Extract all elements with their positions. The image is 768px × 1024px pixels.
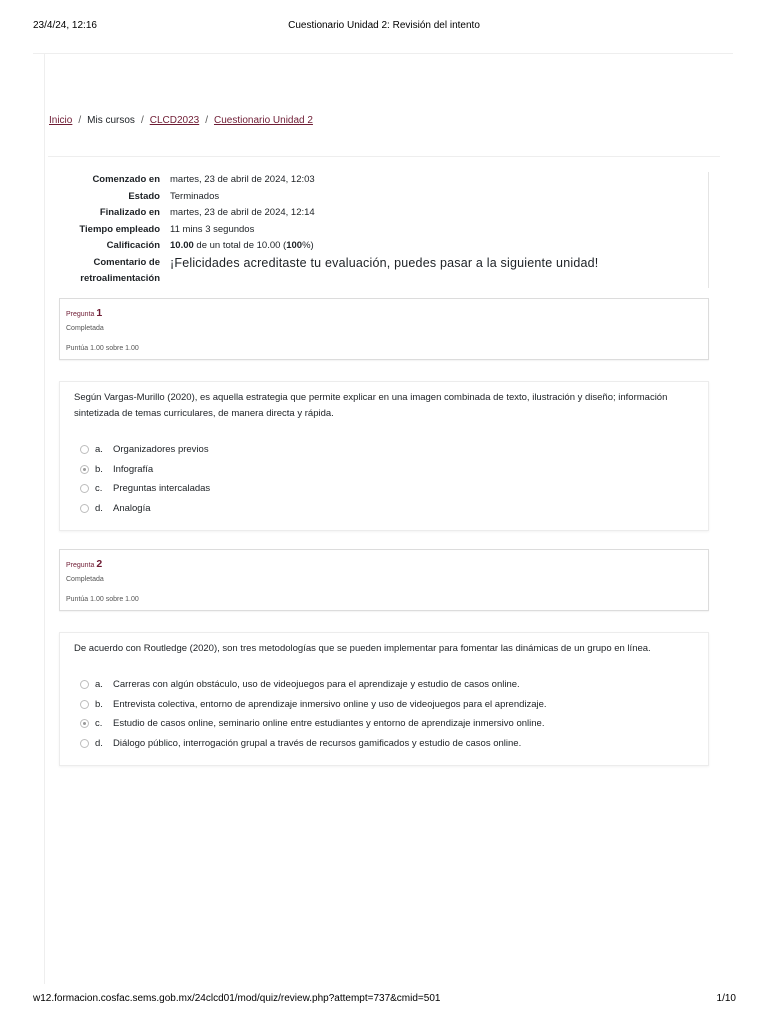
answer-text: Analogía xyxy=(113,502,151,514)
breadcrumb-separator: / xyxy=(205,115,208,126)
question-text: Según Vargas-Murillo (2020), es aquella estrategia que permite explicar en una imagen combinada de texto, ilustración y diseño; información sintetizada de temas curriculares, de manera directa y rápida. xyxy=(74,392,668,419)
print-date: 23/4/24, 12:16 xyxy=(33,20,97,31)
question-info-2 xyxy=(59,549,709,611)
feedback-label-line1: Comentario de xyxy=(93,256,160,268)
radio-button-checked[interactable] xyxy=(80,719,89,728)
answer-text: Infografía xyxy=(113,463,154,475)
breadcrumb-my-courses: Mis cursos xyxy=(87,115,135,126)
answer-option xyxy=(80,440,210,460)
question-label: Pregunta xyxy=(66,562,95,569)
left-border xyxy=(44,54,45,984)
feedback-label-line2: retroalimentación xyxy=(80,273,160,284)
divider xyxy=(48,156,720,157)
summary-value: Terminados xyxy=(170,190,220,202)
summary-label: Tiempo empleado xyxy=(79,223,160,235)
summary-value xyxy=(170,238,314,255)
attempt-summary-table xyxy=(60,172,709,288)
print-page-number: 1/10 xyxy=(716,993,736,1004)
breadcrumb xyxy=(49,115,313,126)
answer-option xyxy=(80,695,547,715)
answer-text: Estudio de casos online, seminario online entre estudiantes y entorno de aprendizaje inmersivo online. xyxy=(113,718,545,730)
grade-percent: 100 xyxy=(286,240,303,251)
question-state: Completada xyxy=(66,576,104,583)
print-url: w12.formacion.cosfac.sems.gob.mx/24clcd01/mod/quiz/review.php?attempt=737&cmid=501 xyxy=(33,993,441,1004)
summary-value: martes, 23 de abril de 2024, 12:03 xyxy=(170,174,315,185)
breadcrumb-home-link[interactable]: Inicio xyxy=(49,115,73,126)
question-state: Completada xyxy=(66,325,104,332)
print-header xyxy=(0,20,768,34)
grade-total: de un total de 10.00 ( xyxy=(193,240,287,251)
answer-letter: b. xyxy=(95,463,103,475)
question-info-1 xyxy=(59,298,709,360)
question-number xyxy=(66,307,102,319)
summary-row-state xyxy=(60,189,708,206)
answer-option xyxy=(80,675,547,695)
feedback-text: ¡Felicidades acreditaste tu evaluación, puedes pasar a la siguiente unidad! xyxy=(170,255,599,270)
print-title: Cuestionario Unidad 2: Revisión del intento xyxy=(288,20,480,31)
question-label: Pregunta xyxy=(66,311,95,318)
answer-text: Diálogo público, interrogación grupal a través de recursos gamificados y estudio de casos online. xyxy=(113,737,522,749)
question-text: De acuerdo con Routledge (2020), son tres metodologías que se pueden implementar para fomentar las dinámicas de un grupo en línea. xyxy=(74,643,651,654)
breadcrumb-quiz-link[interactable]: Cuestionario Unidad 2 xyxy=(213,115,313,126)
answer-letter: b. xyxy=(95,698,103,710)
radio-button[interactable] xyxy=(80,700,89,709)
summary-label: Finalizado en xyxy=(99,207,160,218)
question-content-2 xyxy=(59,632,709,766)
question-number-value: 1 xyxy=(96,307,103,319)
answer-option xyxy=(80,714,547,734)
summary-label xyxy=(60,255,170,288)
answer-letter: d. xyxy=(95,502,103,514)
answer-letter: c. xyxy=(95,718,103,730)
radio-button[interactable] xyxy=(80,680,89,689)
radio-button[interactable] xyxy=(80,739,89,748)
question-number-value: 2 xyxy=(96,558,103,570)
answer-option xyxy=(80,479,210,499)
answer-option xyxy=(80,460,210,480)
summary-label: Estado xyxy=(128,190,160,202)
answer-list xyxy=(80,440,210,518)
question-grade: Puntúa 1.00 sobre 1.00 xyxy=(66,596,139,603)
question-grade: Puntúa 1.00 sobre 1.00 xyxy=(66,345,139,352)
grade-score: 10.00 xyxy=(170,240,194,251)
answer-text: Preguntas intercaladas xyxy=(113,483,211,495)
summary-row-finished xyxy=(60,205,708,222)
divider xyxy=(33,53,733,54)
answer-letter: a. xyxy=(95,444,103,456)
question-number xyxy=(66,558,102,570)
grade-percent-sign: %) xyxy=(302,240,314,251)
summary-row-feedback xyxy=(60,255,708,288)
radio-button[interactable] xyxy=(80,504,89,513)
answer-letter: c. xyxy=(95,483,103,495)
summary-label: Calificación xyxy=(106,240,160,251)
radio-button-checked[interactable] xyxy=(80,465,89,474)
answer-text: Organizadores previos xyxy=(113,444,209,456)
question-content-1 xyxy=(59,381,709,531)
summary-row-time xyxy=(60,222,708,239)
breadcrumb-course-link[interactable]: CLCD2023 xyxy=(149,115,200,126)
radio-button[interactable] xyxy=(80,445,89,454)
summary-value: martes, 23 de abril de 2024, 12:14 xyxy=(170,207,315,218)
answer-letter: a. xyxy=(95,679,103,691)
answer-text: Entrevista colectiva, entorno de aprendizaje inmersivo online y uso de videojuegos para el aprendizaje. xyxy=(113,698,547,710)
answer-text: Carreras con algún obstáculo, uso de videojuegos para el aprendizaje y estudio de casos online. xyxy=(113,679,520,691)
summary-row-started xyxy=(60,172,708,189)
answer-list xyxy=(80,675,547,753)
answer-option xyxy=(80,734,547,754)
summary-row-grade xyxy=(60,238,708,255)
answer-option xyxy=(80,499,210,519)
answer-letter: d. xyxy=(95,737,103,749)
radio-button[interactable] xyxy=(80,484,89,493)
breadcrumb-separator: / xyxy=(78,115,82,126)
summary-label: Comenzado en xyxy=(92,174,160,185)
summary-value: 11 mins 3 segundos xyxy=(170,223,255,235)
breadcrumb-separator: / xyxy=(140,115,144,126)
